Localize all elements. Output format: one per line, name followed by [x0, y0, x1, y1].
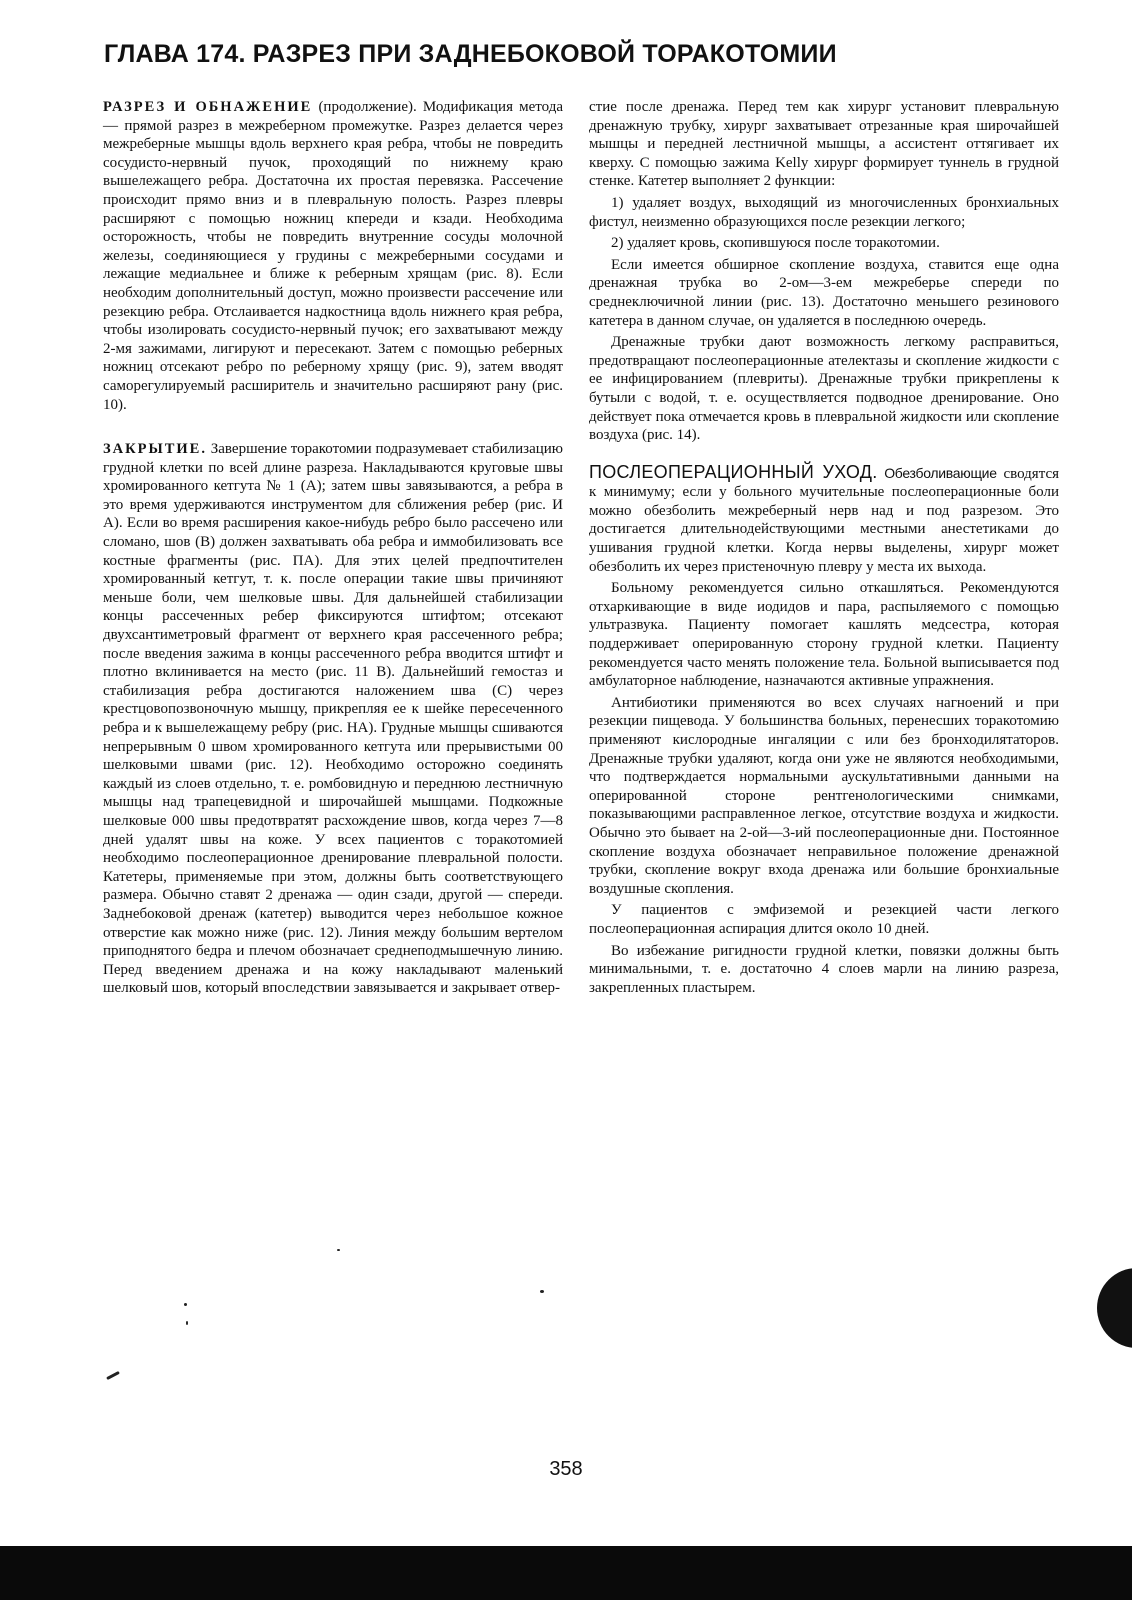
page-number: 358 — [549, 1458, 583, 1480]
paragraph-extra-drain: Если имеется обширное скопление воздуха, ставится еще одна дренажная трубка во 2-ом—3-ем межреберье спереди по среднеключичной линии (рис. 13). Достаточно меньшего резинового катетера в данном случае, он удаляется в последнюю очередь. — [589, 256, 1059, 329]
closure-paragraph — [103, 440, 563, 998]
incision-text: (продолжение). Модификация метода — прямой разрез в межреберном промежутке. Разрез делается через межреберные мышцы вдоль верхнего края ребра, чтобы не повредить сосудисто-нервный пучок, проходящий по нижнему краю вышележащего ребра. Достаточна их простая перевязка. Рассечение происходит прямо вниз и в плевральную полость. Разрез плевры расширяют с помощью ножниц кпереди и кзади. Необходима осторожность, чтобы не повредить внутренние сосуды молочной железы, соединяющиеся у грудины с межреберными сосудами и лежащие медиальнее и ближе к реберным хрящам (рис. 8). Если необходим дополнительный доступ, можно произвести рассечение или резекцию ребра. Отслаивается надкостница вдоль нижнего края ребра, чтобы изолировать сосудисто-нервный пучок; его захватывают между 2-мя зажимами, лигируют и пересекают. Затем с помощью реберных ножниц отсекают ребро по реберному хрящу (рис. 9), затем вводят саморегулируемый расширитель и значительно расширяют рану (рис. 10). — [103, 99, 563, 413]
paragraph-emphysema: У пациентов с эмфиземой и резекцией части легкого послеоперационная аспирация длится около 10 дней. — [589, 902, 1059, 937]
page-title: ГЛАВА 174. РАЗРЕЗ ПРИ ЗАДНЕБОКОВОЙ ТОРАКОТОМИИ — [104, 40, 837, 68]
section-heading-postop: ПОСЛЕОПЕРАЦИОННЫЙ УХОД. — [589, 461, 878, 482]
paragraph-function-2: 2) удаляет кровь, скопившуюся после торакотомии. — [611, 235, 940, 252]
paragraph-antibiotics: Антибиотики применяются во всех случаях нагноений и при резекции пищевода. У большинства больных, перенесших торакотомию применяют кислородные ингаляции с или без бронходилятаторов. Дренажные трубки удаляют, когда они уже не являются необходимыми, что подтверждается нормальными аускультативными данными на оперированной стороне рентгенологическими снимками, показывающими расправленное легкое, отсутствие воздуха и жидкости. Обычно это бывает на 2-ой—3-ий послеоперационные дни. Постоянное скопление воздуха обозначает неправильное положение дренажной трубки, скопление вокруг входа дренажа или большие бронхиальные воздушные скопления. — [589, 694, 1059, 897]
scan-speck — [184, 1303, 187, 1306]
scan-speck — [337, 1249, 340, 1251]
paragraph-function-1: 1) удаляет воздух, выходящий из многочисленных бронхиальных фистул, неизменно образующихся после резекции легкого; — [589, 194, 1059, 230]
postop-text: сводятся к минимуму; если у больного мучительные послеоперационные боли можно обезболить межреберный нерв над и под разрезом. Это достигается длительнодействующими местными анестетиками до ушивания грудной клетки. Когда нервы выделены, хирург может обезболить их через пристеночную плевру у места их выхода. — [589, 465, 1060, 575]
left-column — [103, 98, 563, 998]
closure-text: Завершение торакотомии подразумевает стабилизацию грудной клетки по всей длине разреза. Накладываются круговые швы хромированного кетгута № 1 (А); затем швы завязываются, а ребра в это время удерживаются инструментом для сближения ребер (рис. И А). Если во время расширения какое-нибудь ребро было рассечено или сломано, шов (В) должен захватывать оба ребра и иммобилизовать все костные фрагменты (рис. ПА). Для этих целей предпочтителен хромированный кетгут, т. к. после операции такие швы причиняют меньше боли, чем шелковые швы. Для дальнейшей стабилизации концы рассеченных ребер фиксируются штифтом; отсекают двухсантиметровый фрагмент от верхнего края рассеченного ребра; после введения зажима в концы рассеченного ребра вводится штифт и плотно вклинивается на место (рис. 11 В). Дальнейший гемостаз и стабилизация ребра достигаются наложением шва (С) через крестцовопозвоночную мышцу, прикрепляя ее к шейке пересеченного ребра и к вышележащему ребру (рис. НА). Грудные мышцы сшиваются непрерывным 0 швом хромированного кетгута или прерывистыми 00 шелковыми швами (рис. 12). Необходимо осторожно соединять каждый из слоев отдельно, т. е. ромбовидную и переднюю лестничную мышцы над трапецевидной и широчайшей мышцами. Подкожные шелковые 000 швы предотвратят расхождение швов, когда через 7—8 дней удалят швы на коже. У всех пациентов с торакотомией необходимо послеоперационное дренирование плевральной полости. Катетеры, применяемые при этом, должны быть соответствующего размера. Обычно ставят 2 дренажа — один сзади, другой — спереди. Заднебоковой дренаж (катетер) выводится через небольшое кожное отверстие как можно ниже (рис. 12). Линия между большим вертелом приподнятого бедра и плечом обозначает среднеподмышечную линию. Перед введением дренажа и на кожу накладывают маленький шелковый шов, который впоследствии завязывается и закрывает отвер- — [103, 441, 563, 997]
scan-speck — [186, 1321, 188, 1325]
paragraph-drain-continued: стие после дренажа. Перед тем как хирург установит плевральную дренажную трубку, хирург захватывает отрезанные края широчайшей мышцы и передней лестничной мышцы, а ассистент оттягивает их кверху. С помощью зажима Kelly хирург формирует туннель в грудной стенке. Катетер выполняет 2 функции: — [589, 99, 1059, 190]
paragraph-drain-purpose: Дренажные трубки дают возможность легкому расправиться, предотвращают послеоперационные ателектазы и скопление жидкости с ее инфицированием (плевриты). Дренажные трубки прикреплены к бутыли с водой, т. е. осуществляется подводное дренирование. Оно действует пока отмечается кровь в плевральной жидкости или скопление воздуха (рис. 14). — [589, 334, 1059, 444]
postop-lead: Обезболивающие — [877, 464, 997, 481]
scan-speck — [106, 1371, 120, 1380]
paragraph-dressings: Во избежание ригидности грудной клетки, повязки должны быть минимальными, т. е. достаточно 4 слоев марли на линию разреза, закрепленных пластырем. — [589, 942, 1059, 996]
right-column — [589, 98, 1059, 997]
section-heading-incision: РАЗРЕЗ И ОБНАЖЕНИЕ — [103, 99, 313, 115]
page-edge-tab-mark — [1097, 1268, 1132, 1348]
section-heading-closure: ЗАКРЫТИЕ. — [103, 441, 207, 458]
incision-paragraph — [103, 98, 563, 414]
scan-speck — [540, 1290, 544, 1293]
paragraph-coughing: Больному рекомендуется сильно откашляться. Рекомендуются отхаркивающие в виде иодидов и пара, распыляемого с помощью ультразвука. Пациенту помогает кашлять медсестра, которая поддерживает оперированную сторону грудной клетки. Пациенту рекомендуется часто менять положение тела. Больной выписывается под амбулаторное наблюдение, назначаются активные упражнения. — [589, 580, 1059, 690]
postop-paragraph — [589, 463, 1059, 577]
scan-bottom-edge — [0, 1546, 1132, 1600]
